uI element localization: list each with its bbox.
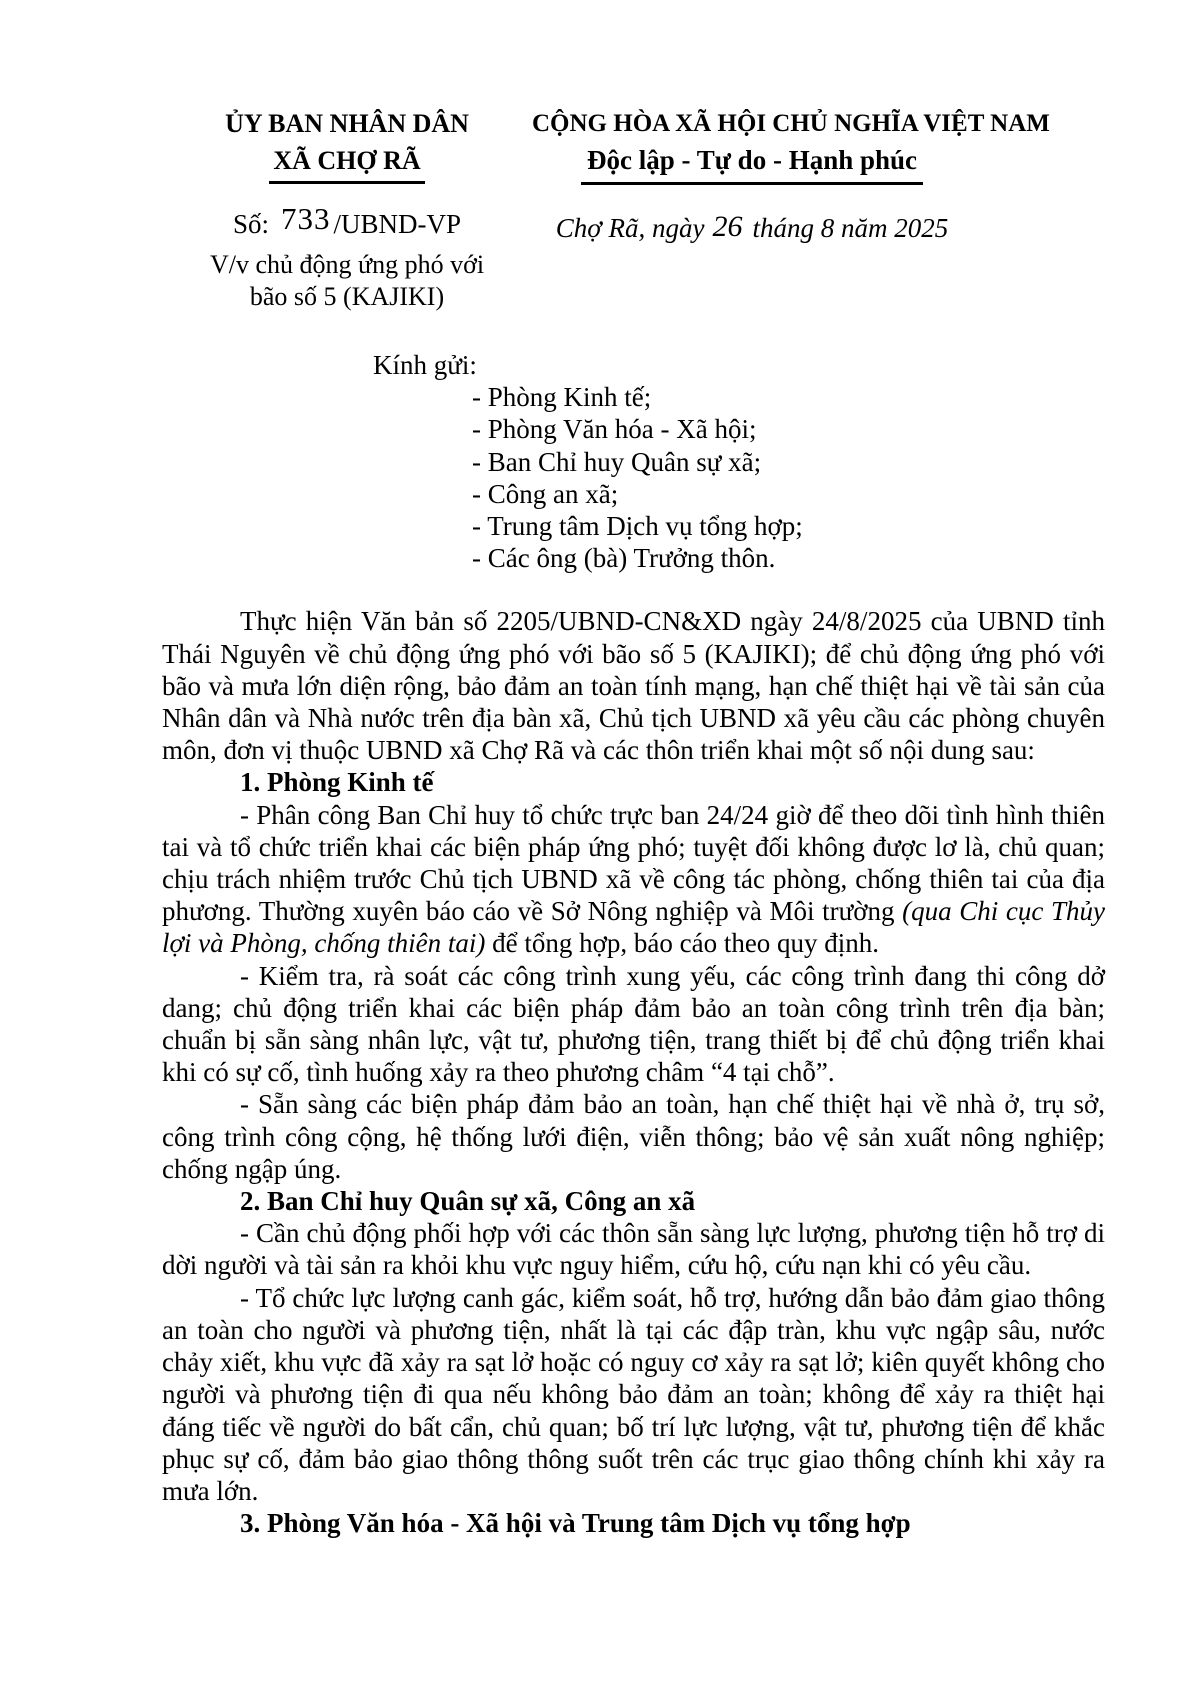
document-number-suffix: /UBND-VP bbox=[333, 209, 462, 239]
document-number-line bbox=[162, 201, 532, 241]
recipient-item: - Phòng Văn hóa - Xã hội; bbox=[472, 414, 757, 445]
body-paragraph-traffic-control: - Tổ chức lực lượng canh gác, kiểm soát, hỗ trợ, hướng dẫn bảo đảm giao thông an toàn cho người và phương tiện, nhất là tại các đập tràn, khu vực ngập sâu, nước chảy xiết, khu vực đã xảy ra sạt lở hoặc có nguy cơ xảy ra sạt lở; kiên quyết không cho người và phương tiện đi qua nếu không bảo đảm an toàn; không để xảy ra thiệt hại đáng tiếc về người do bất cẩn, chủ quan; bố trí lực lượng, vật tư, phương tiện để khắc phục sự cố, đảm bảo giao thông thông suốt trên các trục giao thông chính khi xảy ra mưa lớn. bbox=[162, 1282, 1105, 1506]
document-subject-line2: bão số 5 (KAJIKI) bbox=[249, 282, 445, 311]
issuing-org-block bbox=[162, 105, 532, 313]
issuing-org-unit bbox=[162, 142, 532, 184]
issuing-org-unit-text: XÃ CHỢ RÃ bbox=[269, 142, 424, 184]
national-title: CỘNG HÒA XÃ HỘI CHỦ NGHĨA VIỆT NAM bbox=[532, 110, 1050, 137]
date-day-value: 26 bbox=[712, 210, 743, 243]
recipients-label: Kính gửi: bbox=[373, 350, 477, 380]
paragraph-text: - Phân công Ban Chỉ huy tổ chức trực ban 24/24 giờ để theo dõi tình hình thiên tai và tổ chức triển khai các biện pháp ứng phó; tuyệt đối không được lơ là, chủ quan; chịu trách nhiệm trước Chủ tịch UBND xã về công tác phòng, chống thiên tai của địa phương. Thường xuyên báo cáo về Sở Nông nghiệp và Môi trường bbox=[162, 799, 1105, 927]
place-date-prefix: Chợ Rã, ngày bbox=[555, 213, 705, 243]
body-paragraph-duty-roster bbox=[162, 799, 1105, 960]
document-number-label: Số: bbox=[232, 209, 269, 239]
document-body bbox=[162, 605, 1105, 1539]
recipient-item: - Phòng Kinh tế; bbox=[472, 382, 652, 413]
recipient-item: - Ban Chỉ huy Quân sự xã; bbox=[472, 446, 762, 477]
section-heading-1: 1. Phòng Kinh tế bbox=[240, 767, 434, 798]
document-number-value: 733 bbox=[281, 201, 331, 236]
recipients-list bbox=[472, 381, 1105, 574]
section-heading-2: 2. Ban Chỉ huy Quân sự xã, Công an xã bbox=[240, 1186, 696, 1217]
recipients-block bbox=[162, 349, 1105, 574]
body-paragraph-coordination: - Cần chủ động phối hợp với các thôn sẵn sàng lực lượng, phương tiện hỗ trợ di dời người và tài sản ra khỏi khu vực nguy hiểm, cứu hộ, cứu nạn khi có yêu cầu. bbox=[162, 1218, 1105, 1281]
issuing-org-name: ỦY BAN NHÂN DÂN bbox=[225, 109, 469, 138]
body-paragraph-inspection: - Kiểm tra, rà soát các công trình xung yếu, các công trình đang thi công dở dang; chủ động triển khai các biện pháp đảm bảo an toàn công trình trên địa bàn; chuẩn bị sẵn sàng nhân lực, vật tư, phương tiện, trang thiết bị để chủ động triển khai khi có sự cố, tình huống xảy ra theo phương châm “4 tại chỗ”. bbox=[162, 960, 1105, 1088]
place-date-line bbox=[532, 211, 972, 245]
recipient-item: - Các ông (bà) Trưởng thôn. bbox=[472, 543, 776, 574]
document-subject bbox=[162, 249, 532, 313]
document-subject-line1: V/v chủ động ứng phó với bbox=[209, 250, 485, 279]
place-date-suffix: tháng 8 năm 2025 bbox=[752, 213, 949, 243]
national-header-block bbox=[532, 105, 1050, 245]
paragraph-italic-note: (qua Chi cục Thủy lợi và Phòng, chống thiên tai) bbox=[162, 896, 1105, 959]
body-paragraph-intro: Thực hiện Văn bản số 2205/UBND-CN&XD ngày 24/8/2025 của UBND tỉnh Thái Nguyên về chủ động ứng phó với bão số 5 (KAJIKI); để chủ động ứng phó với bão và mưa lớn diện rộng, bảo đảm an toàn tính mạng, hạn chế thiệt hại về tài sản của Nhân dân và Nhà nước trên địa bàn xã, Chủ tịch UBND xã yêu cầu các phòng chuyên môn, đơn vị thuộc UBND xã Chợ Rã và các thôn triển khai một số nội dung sau: bbox=[162, 606, 1105, 766]
recipient-item: - Công an xã; bbox=[472, 478, 619, 509]
national-motto bbox=[532, 142, 972, 185]
paragraph-text: để tổng hợp, báo cáo theo quy định. bbox=[485, 928, 880, 959]
national-motto-text: Độc lập - Tự do - Hạnh phúc bbox=[581, 142, 923, 185]
recipient-item: - Trung tâm Dịch vụ tổng hợp; bbox=[472, 511, 803, 542]
document-header bbox=[162, 105, 1105, 313]
section-heading-3: 3. Phòng Văn hóa - Xã hội và Trung tâm Dịch vụ tổng hợp bbox=[240, 1508, 911, 1539]
body-paragraph-safety: - Sẵn sàng các biện pháp đảm bảo an toàn, hạn chế thiệt hại về nhà ở, trụ sở, công trình công cộng, hệ thống lưới điện, viễn thông; bảo vệ sản xuất nông nghiệp; chống ngập úng. bbox=[162, 1089, 1105, 1184]
